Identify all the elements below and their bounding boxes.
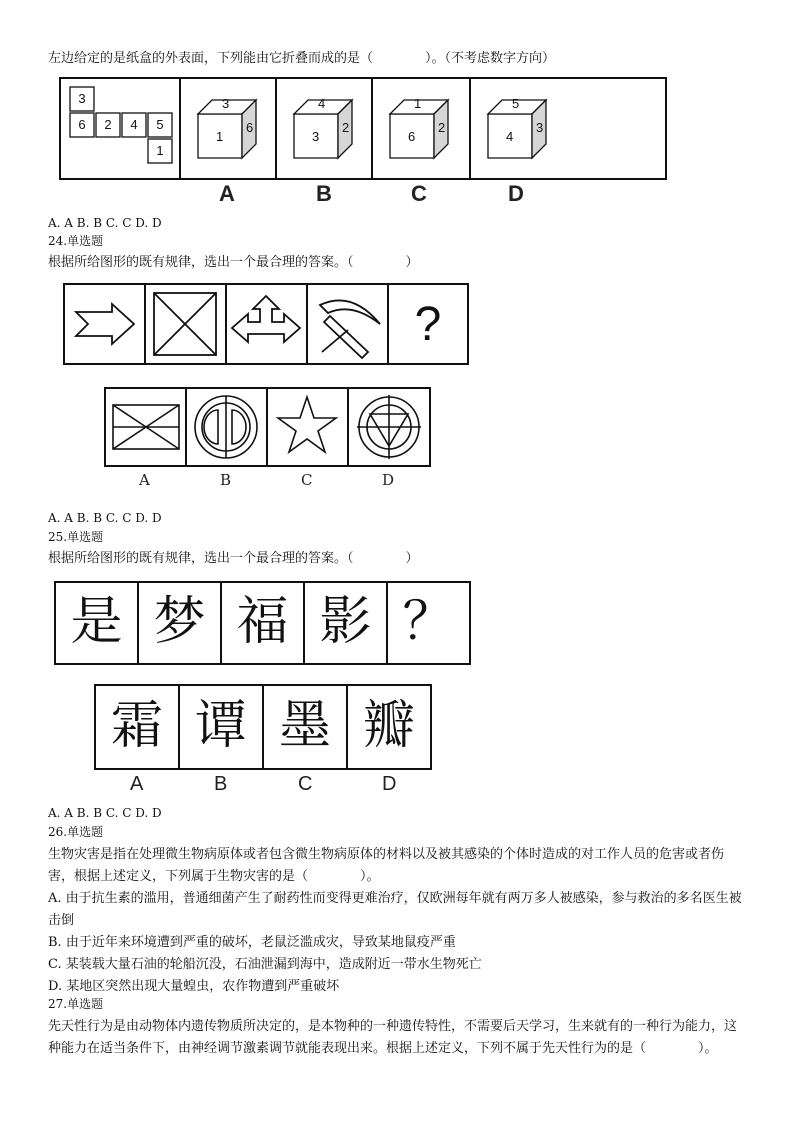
q23-letter-c: C xyxy=(411,181,427,206)
cube-d-front: 4 xyxy=(506,129,514,144)
q23-letter-a: A xyxy=(219,181,235,206)
q25-choice-a: 霜 xyxy=(110,696,163,756)
net-face-6: 1 xyxy=(156,143,164,158)
cube-c-front: 6 xyxy=(408,129,416,144)
q24-letter-d: D xyxy=(382,471,395,489)
net-face-5: 5 xyxy=(156,117,164,132)
q23-letter-d: D xyxy=(508,181,524,206)
q23-letter-b: B xyxy=(316,181,332,206)
q25-stem: 根据所给图形的既有规律，选出一个最合理的答案。（ ） xyxy=(48,551,419,566)
cube-a-side: 6 xyxy=(246,120,254,135)
q25-seq-3: 福 xyxy=(236,592,289,652)
q25-seq-4: 影 xyxy=(319,592,372,652)
q25-seq-1: 是 xyxy=(70,592,123,652)
cube-b-top: 4 xyxy=(318,96,326,111)
q25-choice-b: 谭 xyxy=(194,696,247,756)
q23-options[interactable]: A. A B. B C. C D. D xyxy=(48,216,162,230)
q25-seq-2: 梦 xyxy=(153,592,206,652)
cube-d-top: 5 xyxy=(512,96,520,111)
q26-option-d[interactable]: D. 某地区突然出现大量蝗虫，农作物遭到严重破坏 xyxy=(48,979,340,994)
q24-question-mark: ? xyxy=(414,298,442,351)
cube-d-side: 3 xyxy=(536,120,544,135)
cube-a-top: 3 xyxy=(222,96,230,111)
q24-stem: 根据所给图形的既有规律，选出一个最合理的答案。（ ） xyxy=(48,255,419,270)
cube-b-front: 3 xyxy=(312,129,320,144)
q24-letter-c: C xyxy=(301,471,313,489)
q25-options[interactable]: A. A B. B C. C D. D xyxy=(48,806,162,820)
q27-label: 27.单选题 xyxy=(48,997,104,1011)
q25-letter-c: C xyxy=(298,773,313,795)
q26-option-c[interactable]: C. 某装载大量石油的轮船沉没，石油泄漏到海中，造成附近一带水生物死亡 xyxy=(48,957,482,972)
q25-letter-d: D xyxy=(382,773,397,795)
q25-letter-a: A xyxy=(130,773,144,795)
q24-letter-a: A xyxy=(139,471,150,489)
net-face-1: 3 xyxy=(78,91,86,106)
q27-stem: 先天性行为是由动物体内遗传物质所决定的，是本物种的一种遗传特性，不需要后天学习，生来就有的一种行为能力，这种能力在适当条件下，由神经调节激素调节就能表现出来。根据上述定义，下列不属于先天性行为的是（ ）。 xyxy=(48,1019,738,1056)
net-face-4: 4 xyxy=(130,117,138,132)
q25-letter-b: B xyxy=(214,773,228,795)
q26-option-b[interactable]: B. 由于近年来环境遭到严重的破坏，老鼠泛滥成灾，导致某地鼠疫严重 xyxy=(48,935,456,950)
cube-b-side: 2 xyxy=(342,120,350,135)
q26-label: 26.单选题 xyxy=(48,825,104,839)
q25-label: 25.单选题 xyxy=(48,530,104,544)
q24-letter-b: B xyxy=(220,471,232,489)
q26-stem: 生物灾害是指在处理微生物病原体或者包含微生物病原体的材料以及被其感染的个体时造成的对工作人员的危害或者伤害，根据上述定义，下列属于生物灾害的是（ ）。 xyxy=(48,847,725,884)
net-face-3: 2 xyxy=(104,117,112,132)
cube-c-top: 1 xyxy=(414,96,422,111)
q25-seq-question: ？ xyxy=(402,592,455,652)
q25-choice-d: 瓣 xyxy=(362,696,415,756)
q24-options[interactable]: A. A B. B C. C D. D xyxy=(48,511,162,525)
cube-a-front: 1 xyxy=(216,129,224,144)
q25-choice-c: 墨 xyxy=(278,696,331,756)
net-face-2: 6 xyxy=(78,117,86,132)
q23-stem: 左边给定的是纸盒的外表面，下列能由它折叠而成的是（ ）。（不考虑数字方向） xyxy=(48,51,556,66)
q26-option-a[interactable]: A. 由于抗生素的滥用，普通细菌产生了耐药性而变得更难治疗，仅欧洲每年就有两万多人被感染，参与救治的多名医生被击倒 xyxy=(48,891,742,928)
cube-c-side: 2 xyxy=(438,120,446,135)
q24-label: 24.单选题 xyxy=(48,234,104,248)
